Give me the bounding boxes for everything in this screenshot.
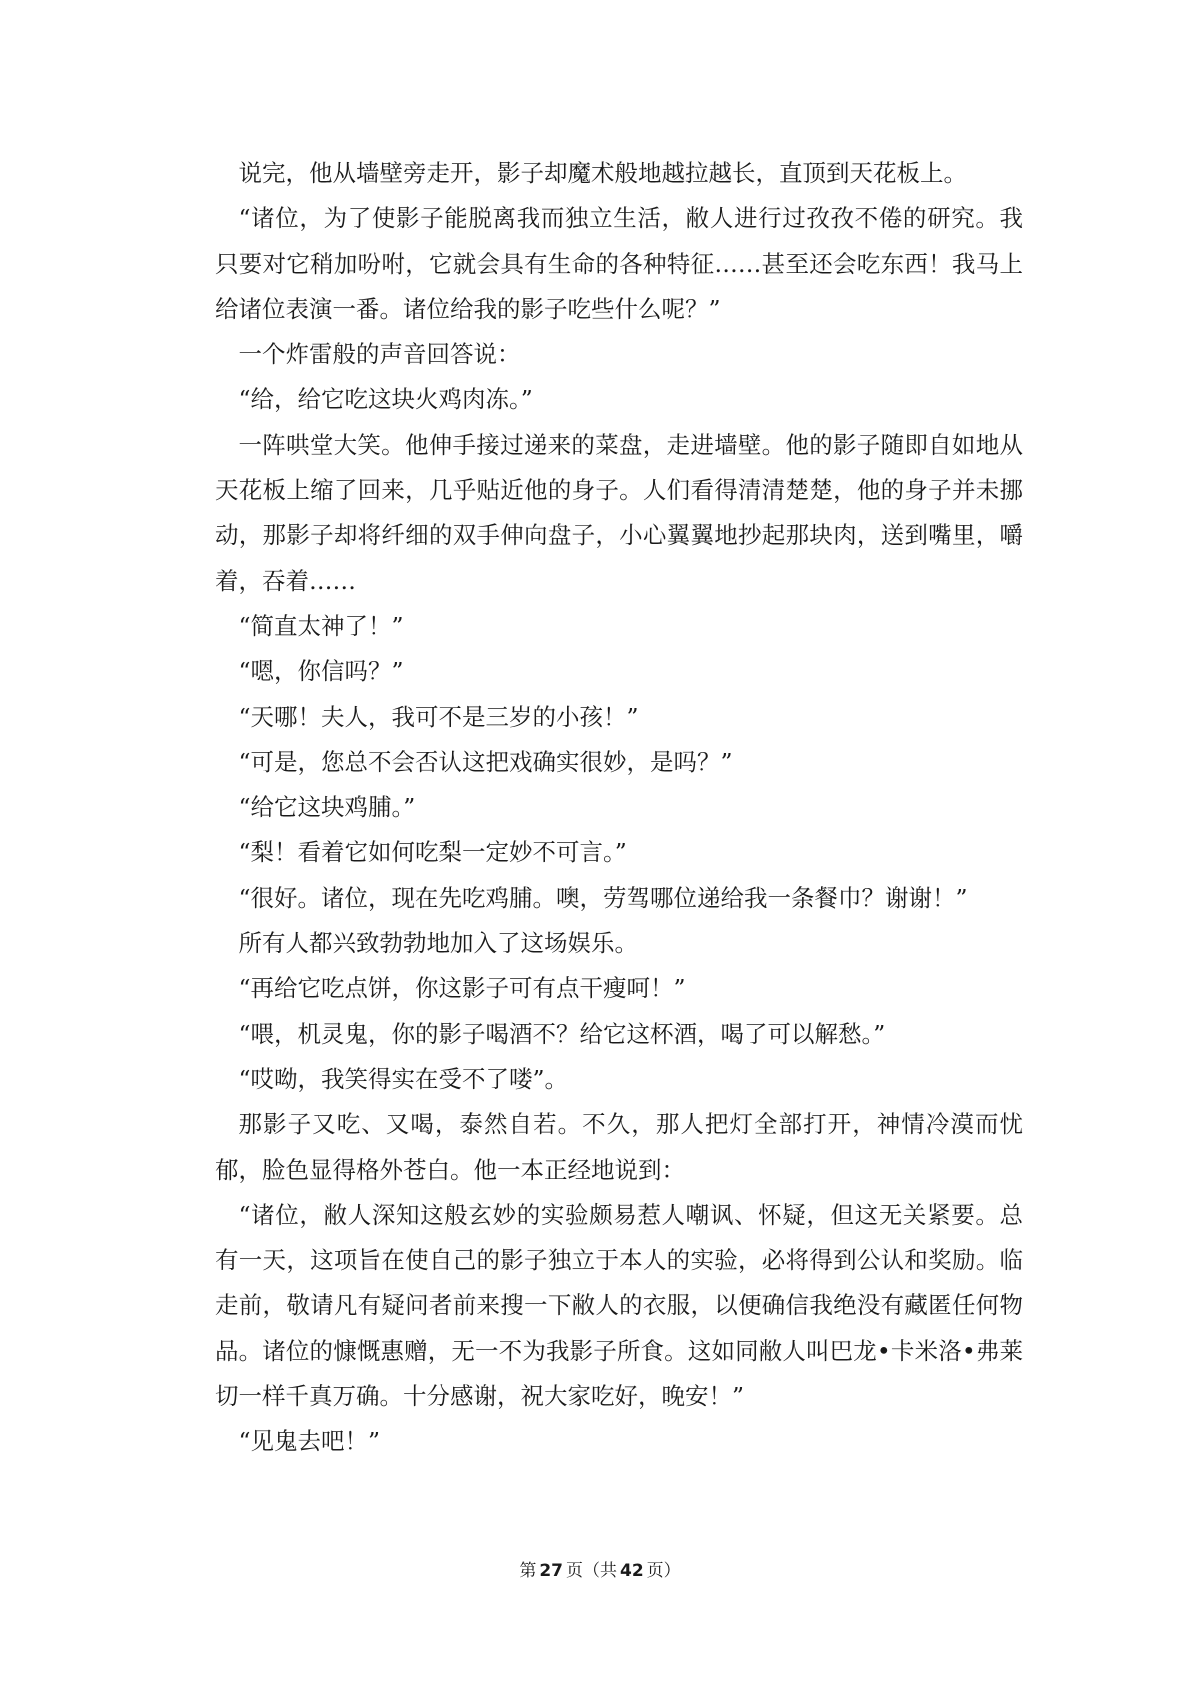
page-footer [0,1556,1200,1581]
paragraph: “嗯，你信吗？” [238,657,404,686]
paragraph: “见鬼去吧！” [238,1427,381,1456]
paragraph: “天哪！夫人，我可不是三岁的小孩！” [238,702,639,731]
paragraph: 一阵哄堂大笑。他伸手接过递来的菜盘，走进墙壁。他的影子随即自如地从天花板上缩了回来，几乎贴近他的身子。人们看得清清楚楚，他的身子并未挪动，那影子却将纤细的双手伸向盘子，小心翼翼地抄起那块肉，送到嘴里，嚼着，吞着…… [215,430,1023,595]
paragraph: “给，给它吃这块火鸡肉冻。” [238,385,533,414]
paragraph: “诸位，敝人深知这般玄妙的实验颇易惹人嘲讽、怀疑，但这无关紧要。总有一天，这项旨在使自己的影子独立于本人的实验，必将得到公认和奖励。临走前，敬请凡有疑问者前来搜一下敝人的衣服，以便确信我绝没有藏匿任何物品。诸位的慷慨惠赠，无一不为我影子所食。这如同敝人叫巴龙•卡米洛•弗莱切一样千真万确。十分感谢，祝大家吃好，晚安！” [215,1200,1023,1411]
paragraph: “给它这块鸡脯。” [238,793,416,822]
paragraph: “哎呦，我笑得实在受不了喽”。 [238,1064,569,1093]
total-pages: 42 [620,1561,644,1581]
footer-suffix: 页） [646,1561,681,1581]
paragraph: “喂，机灵鬼，你的影子喝酒不？给它这杯酒，喝了可以解愁。” [238,1019,886,1048]
paragraph: “梨！看着它如何吃梨一定妙不可言。” [238,838,627,867]
paragraph: 那影子又吃、又喝，泰然自若。不久，那人把灯全部打开，神情冷漠而忧郁，脸色显得格外苍白。他一本正经地说到： [215,1110,1023,1184]
paragraph: “再给它吃点饼，你这影子可有点干瘦呵！” [238,974,686,1003]
paragraph: 一个炸雷般的声音回答说： [238,340,521,369]
paragraph: 所有人都兴致勃勃地加入了这场娱乐。 [238,929,638,958]
paragraph: “简直太神了！” [238,611,404,640]
footer-prefix: 第 [519,1561,537,1581]
page-number: 27 [539,1561,563,1581]
paragraph: “可是，您总不会否认这把戏确实很妙，是吗？” [238,747,733,776]
paragraph: “诸位，为了使影子能脱离我而独立生活，敝人进行过孜孜不倦的研究。我只要对它稍加吩咐，它就会具有生命的各种特征……甚至还会吃东西！我马上给诸位表演一番。诸位给我的影子吃些什么呢？” [215,204,1023,323]
footer-middle: 页（共 [566,1561,617,1581]
body-text [215,151,1023,1465]
paragraph: 说完，他从墙壁旁走开，影子却魔术般地越拉越长，直顶到天花板上。 [238,159,967,187]
paragraph: “很好。诸位，现在先吃鸡脯。噢，劳驾哪位递给我一条餐巾？谢谢！” [238,883,968,912]
